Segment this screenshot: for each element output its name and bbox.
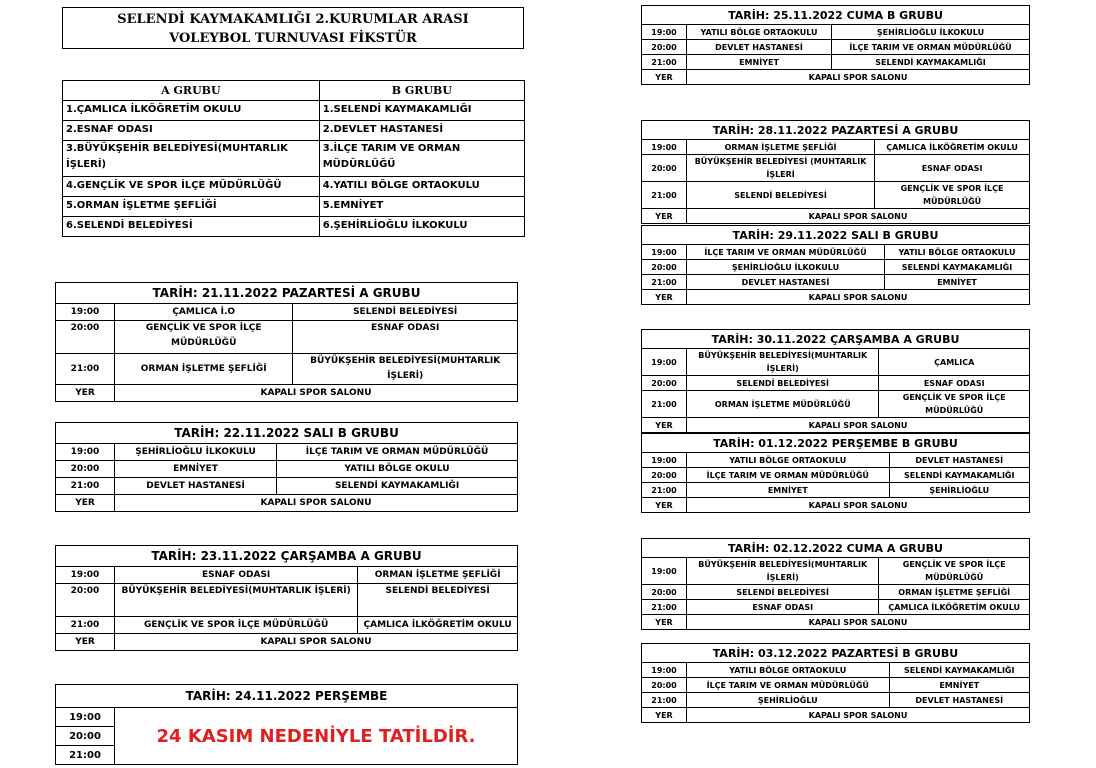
venue: KAPALI SPOR SALONU: [687, 290, 1030, 305]
match-home: EMNİYET: [687, 55, 832, 70]
venue: KAPALI SPOR SALONU: [115, 495, 518, 512]
match-time: 20:00: [642, 40, 687, 55]
venue-label: YER: [642, 418, 687, 433]
holiday-message: 24 KASIM NEDENİYLE TATİLDİR.: [115, 708, 518, 765]
fixture-table: [55, 422, 518, 512]
match-away: GENÇLİK VE SPOR İLÇE MÜDÜRLÜĞÜ: [879, 391, 1030, 418]
match-time: 21:00: [56, 478, 115, 495]
venue: KAPALI SPOR SALONU: [115, 385, 518, 402]
match-row: [642, 558, 1030, 585]
fixture-table: [641, 225, 1030, 305]
match-away: ESNAF ODASI: [875, 155, 1030, 182]
venue: KAPALI SPOR SALONU: [115, 634, 518, 651]
document-title: [62, 7, 524, 49]
fixture-table: [641, 329, 1030, 433]
match-away: SELENDİ BELEDİYESİ: [358, 584, 518, 617]
match-row: [56, 444, 518, 461]
match-home: İLÇE TARIM VE ORMAN MÜDÜRLÜĞÜ: [687, 245, 885, 260]
match-row: [642, 376, 1030, 391]
group-a-team: 4.GENÇLİK VE SPOR İLÇE MÜDÜRLÜĞÜ: [63, 177, 320, 197]
match-row: [642, 260, 1030, 275]
match-time: 20:00: [642, 585, 687, 600]
match-home: ŞEHİRLİOĞLU İLKOKULU: [687, 260, 885, 275]
match-home: DEVLET HASTANESİ: [687, 40, 832, 55]
title-line-2: VOLEYBOL TURNUVASI FİKSTÜR: [169, 31, 417, 46]
match-row: [642, 25, 1030, 40]
match-time: 20:00: [642, 468, 687, 483]
venue-label: YER: [642, 70, 687, 85]
match-row: [642, 182, 1030, 209]
match-home: DEVLET HASTANESİ: [115, 478, 277, 495]
venue-label: YER: [56, 385, 115, 402]
group-a-header: A GRUBU: [63, 81, 320, 101]
match-home: YATILI BÖLGE ORTAOKULU: [687, 453, 890, 468]
group-row: [63, 197, 525, 217]
match-time: 20:00: [642, 260, 687, 275]
match-row: [642, 600, 1030, 615]
match-away: ŞEHİRLİOĞLU İLKOKULU: [832, 25, 1030, 40]
match-home: GENÇLİK VE SPOR İLÇE MÜDÜRLÜĞÜ: [115, 617, 358, 634]
match-time: 21:00: [642, 600, 687, 615]
match-row: [56, 584, 518, 617]
match-home: ESNAF ODASI: [115, 567, 358, 584]
venue-label: YER: [56, 495, 115, 512]
match-away: GENÇLİK VE SPOR İLÇE MÜDÜRLÜĞÜ: [879, 558, 1030, 585]
match-away: DEVLET HASTANESİ: [889, 453, 1030, 468]
match-time: 19:00: [642, 245, 687, 260]
holiday-time: 19:00: [56, 708, 115, 727]
venue: KAPALI SPOR SALONU: [687, 70, 1030, 85]
match-time: 21:00: [642, 182, 687, 209]
match-row: [56, 617, 518, 634]
fixture-header: TARİH: 01.12.2022 PERŞEMBE B GRUBU: [642, 434, 1030, 453]
fixture-header: TARİH: 28.11.2022 PAZARTESİ A GRUBU: [642, 121, 1030, 140]
venue-row: [642, 70, 1030, 85]
match-row: [642, 483, 1030, 498]
venue-label: YER: [642, 708, 687, 723]
venue: KAPALI SPOR SALONU: [687, 498, 1030, 513]
match-home: ŞEHİRLİOĞLU: [687, 693, 890, 708]
match-home: EMNİYET: [687, 483, 890, 498]
match-time: 21:00: [642, 55, 687, 70]
holiday-time: 20:00: [56, 727, 115, 746]
fixture-header: TARİH: 21.11.2022 PAZARTESİ A GRUBU: [56, 283, 518, 304]
match-row: [56, 567, 518, 584]
match-away: SELENDİ KAYMAKAMLIĞI: [884, 260, 1029, 275]
match-home: ESNAF ODASI: [687, 600, 879, 615]
match-away: SELENDİ KAYMAKAMLIĞI: [832, 55, 1030, 70]
group-b-header: B GRUBU: [319, 81, 524, 101]
group-a-team: 2.ESNAF ODASI: [63, 121, 320, 141]
venue-label: YER: [642, 615, 687, 630]
fixture-header: TARİH: 02.12.2022 CUMA A GRUBU: [642, 539, 1030, 558]
fixture-header: TARİH: 29.11.2022 SALI B GRUBU: [642, 226, 1030, 245]
holiday-header: TARİH: 24.11.2022 PERŞEMBE: [56, 685, 518, 708]
match-away: ESNAF ODASI: [293, 321, 518, 354]
match-home: DEVLET HASTANESİ: [687, 275, 885, 290]
match-time: 21:00: [56, 354, 115, 385]
match-away: ÇAMLICA: [879, 349, 1030, 376]
match-time: 21:00: [642, 391, 687, 418]
match-home: BÜYÜKŞEHİR BELEDİYESİ(MUHTARLIK İŞLERİ): [115, 584, 358, 617]
match-home: SELENDİ BELEDİYESİ: [687, 182, 875, 209]
match-row: [642, 245, 1030, 260]
match-time: 20:00: [642, 678, 687, 693]
match-row: [642, 678, 1030, 693]
venue-label: YER: [642, 498, 687, 513]
match-away: YATILI BÖLGE ORTAOKULU: [884, 245, 1029, 260]
match-time: 19:00: [642, 558, 687, 585]
fixture-table: [641, 433, 1030, 513]
match-home: ORMAN İŞLETME MÜDÜRLÜĞÜ: [687, 391, 879, 418]
match-time: 20:00: [56, 584, 115, 617]
match-away: DEVLET HASTANESİ: [889, 693, 1030, 708]
fixture-table: [641, 643, 1030, 723]
match-away: EMNİYET: [889, 678, 1030, 693]
venue-row: [56, 495, 518, 512]
group-a-team: 3.BÜYÜKŞEHİR BELEDİYESİ(MUHTARLIK İŞLERİ): [63, 141, 320, 177]
match-away: EMNİYET: [884, 275, 1029, 290]
match-row: [56, 321, 518, 354]
match-time: 20:00: [56, 321, 115, 354]
fixture-header: TARİH: 25.11.2022 CUMA B GRUBU: [642, 6, 1030, 25]
venue: KAPALI SPOR SALONU: [687, 708, 1030, 723]
match-time: 19:00: [642, 140, 687, 155]
match-home: YATILI BÖLGE ORTAOKULU: [687, 663, 890, 678]
match-away: İLÇE TARIM VE ORMAN MÜDÜRLÜĞÜ: [277, 444, 518, 461]
fixture-table: [55, 282, 518, 402]
group-row: [63, 121, 525, 141]
match-away: SELENDİ KAYMAKAMLIĞI: [277, 478, 518, 495]
fixture-header: TARİH: 23.11.2022 ÇARŞAMBA A GRUBU: [56, 546, 518, 567]
match-home: EMNİYET: [115, 461, 277, 478]
match-away: ÇAMLICA İLKÖĞRETİM OKULU: [879, 600, 1030, 615]
match-home: İLÇE TARIM VE ORMAN MÜDÜRLÜĞÜ: [687, 678, 890, 693]
match-time: 20:00: [642, 155, 687, 182]
match-row: [642, 585, 1030, 600]
match-row: [642, 140, 1030, 155]
group-b-team: 2.DEVLET HASTANESİ: [319, 121, 524, 141]
group-b-team: 4.YATILI BÖLGE ORTAOKULU: [319, 177, 524, 197]
match-away: SELENDİ BELEDİYESİ: [293, 304, 518, 321]
match-time: 19:00: [642, 349, 687, 376]
match-row: [56, 478, 518, 495]
venue-label: YER: [56, 634, 115, 651]
match-time: 19:00: [642, 453, 687, 468]
group-b-team: 5.EMNİYET: [319, 197, 524, 217]
venue-row: [642, 290, 1030, 305]
match-away: SELENDİ KAYMAKAMLIĞI: [889, 663, 1030, 678]
match-row: [642, 275, 1030, 290]
match-home: YATILI BÖLGE ORTAOKULU: [687, 25, 832, 40]
venue-row: [642, 498, 1030, 513]
venue: KAPALI SPOR SALONU: [687, 209, 1030, 224]
match-home: SELENDİ BELEDİYESİ: [687, 376, 879, 391]
match-row: [642, 453, 1030, 468]
venue-row: [642, 615, 1030, 630]
match-home: İLÇE TARIM VE ORMAN MÜDÜRLÜĞÜ: [687, 468, 890, 483]
group-row: [63, 177, 525, 197]
match-row: [642, 55, 1030, 70]
match-home: BÜYÜKŞEHİR BELEDİYESİ (MUHTARLIK İŞLERİ: [687, 155, 875, 182]
fixture-header: TARİH: 30.11.2022 ÇARŞAMBA A GRUBU: [642, 330, 1030, 349]
match-home: BÜYÜKŞEHİR BELEDİYESİ(MUHTARLIK İŞLERİ): [687, 558, 879, 585]
match-home: GENÇLİK VE SPOR İLÇE MÜDÜRLÜĞÜ: [115, 321, 293, 354]
match-away: SELENDİ KAYMAKAMLIĞI: [889, 468, 1030, 483]
venue-label: YER: [642, 209, 687, 224]
match-row: [56, 461, 518, 478]
group-row: [63, 101, 525, 121]
match-away: GENÇLİK VE SPOR İLÇE MÜDÜRLÜĞÜ: [875, 182, 1030, 209]
match-home: ŞEHİRLİOĞLU İLKOKULU: [115, 444, 277, 461]
match-away: ÇAMLICA İLKÖĞRETİM OKULU: [358, 617, 518, 634]
match-row: [642, 155, 1030, 182]
group-b-team: 1.SELENDİ KAYMAKAMLIĞI: [319, 101, 524, 121]
match-row: [642, 349, 1030, 376]
venue-label: YER: [642, 290, 687, 305]
venue: KAPALI SPOR SALONU: [687, 615, 1030, 630]
match-row: [642, 391, 1030, 418]
match-time: 19:00: [642, 663, 687, 678]
match-away: BÜYÜKŞEHİR BELEDİYESİ(MUHTARLIK İŞLERİ): [293, 354, 518, 385]
fixture-table: [641, 538, 1030, 630]
fixture-table: [641, 120, 1030, 224]
match-row: [642, 468, 1030, 483]
match-time: 21:00: [642, 483, 687, 498]
match-home: BÜYÜKŞEHİR BELEDİYESİ(MUHTARLIK İŞLERİ): [687, 349, 879, 376]
group-a-team: 1.ÇAMLICA İLKÖĞRETİM OKULU: [63, 101, 320, 121]
venue-row: [56, 385, 518, 402]
group-a-team: 5.ORMAN İŞLETME ŞEFLİĞİ: [63, 197, 320, 217]
match-home: ÇAMLICA İ.O: [115, 304, 293, 321]
fixture-header: TARİH: 03.12.2022 PAZARTESİ B GRUBU: [642, 644, 1030, 663]
group-row: [63, 217, 525, 237]
match-time: 19:00: [56, 304, 115, 321]
group-b-team: 3.İLÇE TARIM VE ORMAN MÜDÜRLÜĞÜ: [319, 141, 524, 177]
match-away: ORMAN İŞLETME ŞEFLİĞİ: [879, 585, 1030, 600]
match-home: ORMAN İŞLETME ŞEFLİĞİ: [687, 140, 875, 155]
match-away: ORMAN İŞLETME ŞEFLİĞİ: [358, 567, 518, 584]
match-time: 20:00: [56, 461, 115, 478]
fixture-table: [55, 545, 518, 651]
holiday-time: 21:00: [56, 746, 115, 765]
match-row: [56, 354, 518, 385]
match-row: [56, 304, 518, 321]
match-away: ŞEHİRLİOĞLU: [889, 483, 1030, 498]
match-row: [642, 693, 1030, 708]
holiday-table: [55, 684, 518, 765]
match-away: ESNAF ODASI: [879, 376, 1030, 391]
fixture-header: TARİH: 22.11.2022 SALI B GRUBU: [56, 423, 518, 444]
title-line-1: SELENDİ KAYMAKAMLIĞI 2.KURUMLAR ARASI: [117, 12, 469, 27]
match-away: YATILI BÖLGE OKULU: [277, 461, 518, 478]
venue-row: [56, 634, 518, 651]
venue-row: [642, 708, 1030, 723]
fixture-table: [641, 5, 1030, 85]
match-time: 21:00: [642, 693, 687, 708]
venue-row: [642, 418, 1030, 433]
match-time: 19:00: [56, 567, 115, 584]
match-time: 21:00: [56, 617, 115, 634]
match-row: [642, 40, 1030, 55]
match-home: ORMAN İŞLETME ŞEFLİĞİ: [115, 354, 293, 385]
group-row: [63, 141, 525, 177]
match-home: SELENDİ BELEDİYESİ: [687, 585, 879, 600]
match-time: 19:00: [642, 25, 687, 40]
match-away: ÇAMLICA İLKÖĞRETİM OKULU: [875, 140, 1030, 155]
match-time: 21:00: [642, 275, 687, 290]
match-row: [642, 663, 1030, 678]
group-b-team: 6.ŞEHİRLİOĞLU İLKOKULU: [319, 217, 524, 237]
venue: KAPALI SPOR SALONU: [687, 418, 1030, 433]
match-time: 20:00: [642, 376, 687, 391]
match-away: İLÇE TARIM VE ORMAN MÜDÜRLÜĞÜ: [832, 40, 1030, 55]
match-time: 19:00: [56, 444, 115, 461]
venue-row: [642, 209, 1030, 224]
groups-table: [62, 80, 525, 237]
group-a-team: 6.SELENDİ BELEDİYESİ: [63, 217, 320, 237]
